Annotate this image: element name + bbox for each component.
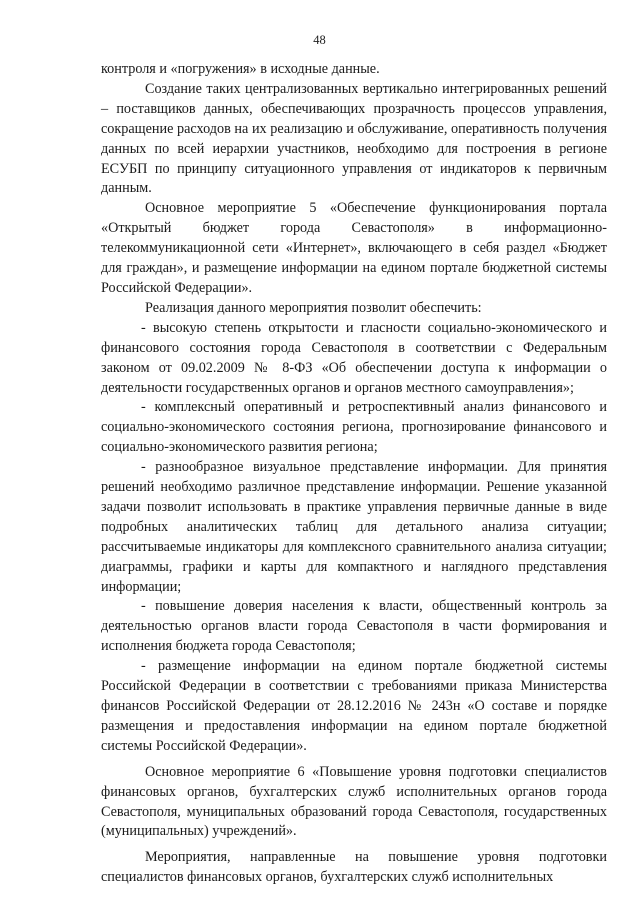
paragraph-training-measures: Мероприятия, направленные на повышение уровня подготовки специалистов финансовых органов, бухгалтерских служб исполнительных — [101, 849, 607, 886]
page-number: 48 — [313, 33, 326, 47]
paragraph-main-measure-6: Основное мероприятие 6 «Повышение уровня подготовки специалистов финансовых органов, бухгалтерских служб исполнительных органов города Севастополя, муниципальных образований города Севастополя, государственных (муниципальных) учреждений». — [101, 763, 607, 840]
paragraph-implementation-intro: Реализация данного мероприятия позволит обеспечить: — [145, 299, 482, 316]
list-item-portal-placement: - размещение информации на едином портале бюджетной системы Российской Федерации в соответствии с требованиями приказа Министерства финансов Российской Федерации от 28.12.2016 № 243н «О составе и порядке размещения и предоставления информации на едином портале бюджетной системы Российской Федерации». — [101, 658, 607, 754]
paragraph-main-measure-5: Основное мероприятие 5 «Обеспечение функционирования портала «Открытый бюджет города Севастополя» в информационно-телекоммуникационной сети «Интернет», включающего в себя раздел «Бюджет для граждан», и размещение информации на едином портале бюджетной системы Российской Федерации». — [101, 200, 607, 296]
document-body — [101, 60, 607, 888]
list-item-public-trust: - повышение доверия населения к власти, общественный контроль за деятельностью органов власти города Севастополя в части формирования и исполнения бюджета города Севастополя; — [101, 598, 607, 655]
list-item-analysis: - комплексный оперативный и ретроспективный анализ финансового и социально-экономического состояния региона, прогнозирование финансового и социально-экономического развития региона; — [101, 399, 607, 456]
list-item-visual-presentation: - разнообразное визуальное представление информации. Для принятия решений необходимо различное представление информации. Решение указанной задачи позволит использовать в практике управления первичные данные в виде подробных аналитических таблиц для детального анализа ситуации; рассчитываемые индикаторы для комплексного сравнительного анализа ситуации; диаграммы, графики и карты для компактного и наглядного представления информации; — [101, 459, 607, 595]
paragraph-centralized-solutions: Создание таких централизованных вертикально интегрированных решений – поставщиков данных, обеспечивающих прозрачность процессов управления, сокращение расходов на их реализацию и обслуживание, оперативность получения данных по всей иерархии участников, необходимо для построения в регионе ЕСУБП по принципу ситуационного управления от индикаторов к первичным данным. — [101, 80, 607, 197]
paragraph-continuation: контроля и «погружения» в исходные данные. — [101, 61, 380, 77]
list-item-openness: - высокую степень открытости и гласности социально-экономического и финансового состояния города Севастополя в соответствии с Федеральным законом от 09.02.2009 № 8-ФЗ «Об обеспечении доступа к информации о деятельности государственных органов и органов местного самоуправления»; — [101, 319, 607, 396]
